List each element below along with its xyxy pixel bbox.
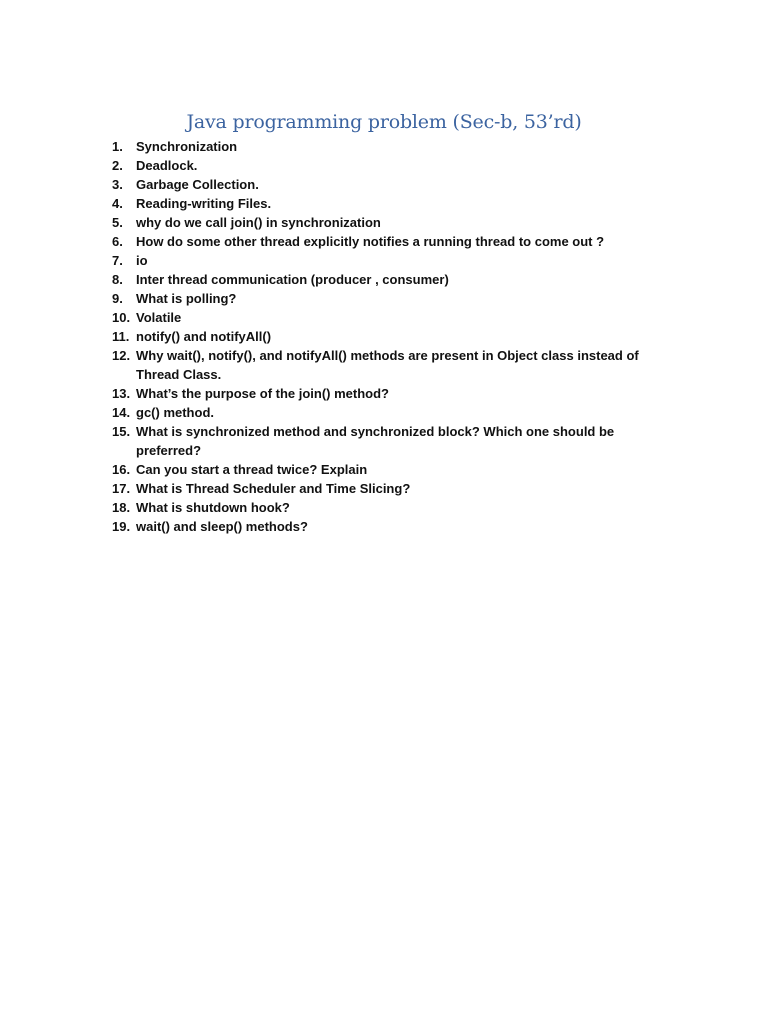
list-item bbox=[112, 232, 672, 251]
item-number: 14. bbox=[112, 405, 131, 420]
item-text: Inter thread communication (producer , consumer) bbox=[136, 272, 449, 287]
item-text: How do some other thread explicitly notifies a running thread to come out ? bbox=[136, 234, 605, 249]
list-item bbox=[112, 156, 672, 175]
list-item bbox=[112, 194, 672, 213]
item-text: What is synchronized method and synchronized block? Which one should be preferred? bbox=[136, 424, 615, 458]
item-text: notify() and notifyAll() bbox=[136, 329, 272, 344]
list-item bbox=[112, 460, 672, 479]
item-number: 18. bbox=[112, 500, 131, 515]
list-item bbox=[112, 308, 672, 327]
item-text: io bbox=[136, 253, 148, 268]
item-text: Deadlock. bbox=[136, 158, 198, 173]
item-text: why do we call join() in synchronization bbox=[136, 215, 381, 230]
list-item bbox=[112, 498, 672, 517]
list-item bbox=[112, 422, 672, 460]
list-item bbox=[112, 137, 672, 156]
item-number: 1. bbox=[112, 139, 123, 154]
item-number: 17. bbox=[112, 481, 131, 496]
item-text: Why wait(), notify(), and notifyAll() methods are present in Object class instead of Thread Class. bbox=[136, 348, 639, 382]
item-number: 5. bbox=[112, 215, 123, 230]
list-item bbox=[112, 175, 672, 194]
item-text: Garbage Collection. bbox=[136, 177, 259, 192]
list-item bbox=[112, 479, 672, 498]
list-item bbox=[112, 517, 672, 536]
item-number: 10. bbox=[112, 310, 131, 325]
list-item bbox=[112, 289, 672, 308]
item-number: 7. bbox=[112, 253, 123, 268]
item-number: 12. bbox=[112, 348, 131, 363]
question-list bbox=[112, 137, 672, 536]
item-text: What is polling? bbox=[136, 291, 237, 306]
list-item bbox=[112, 251, 672, 270]
item-number: 6. bbox=[112, 234, 123, 249]
item-number: 4. bbox=[112, 196, 123, 211]
item-text: Volatile bbox=[136, 310, 182, 325]
item-text: wait() and sleep() methods? bbox=[136, 519, 308, 534]
item-number: 19. bbox=[112, 519, 131, 534]
item-number: 9. bbox=[112, 291, 123, 306]
list-item bbox=[112, 346, 672, 384]
item-text: What is shutdown hook? bbox=[136, 500, 290, 515]
item-text: gc() method. bbox=[136, 405, 214, 420]
item-text: Can you start a thread twice? Explain bbox=[136, 462, 368, 477]
item-text: Reading-writing Files. bbox=[136, 196, 272, 211]
item-number: 2. bbox=[112, 158, 123, 173]
item-text: What’s the purpose of the join() method? bbox=[136, 386, 389, 401]
item-number: 13. bbox=[112, 386, 131, 401]
list-item bbox=[112, 327, 672, 346]
item-text: Synchronization bbox=[136, 139, 238, 154]
list-item bbox=[112, 403, 672, 422]
item-text: What is Thread Scheduler and Time Slicing? bbox=[136, 481, 411, 496]
item-number: 8. bbox=[112, 272, 123, 287]
list-item bbox=[112, 384, 672, 403]
list-item bbox=[112, 270, 672, 289]
item-number: 3. bbox=[112, 177, 123, 192]
item-number: 11. bbox=[112, 329, 130, 344]
item-number: 15. bbox=[112, 424, 131, 439]
item-number: 16. bbox=[112, 462, 131, 477]
list-item bbox=[112, 213, 672, 232]
document-title: Java programming problem (Sec-b, 53’rd) bbox=[186, 111, 582, 133]
